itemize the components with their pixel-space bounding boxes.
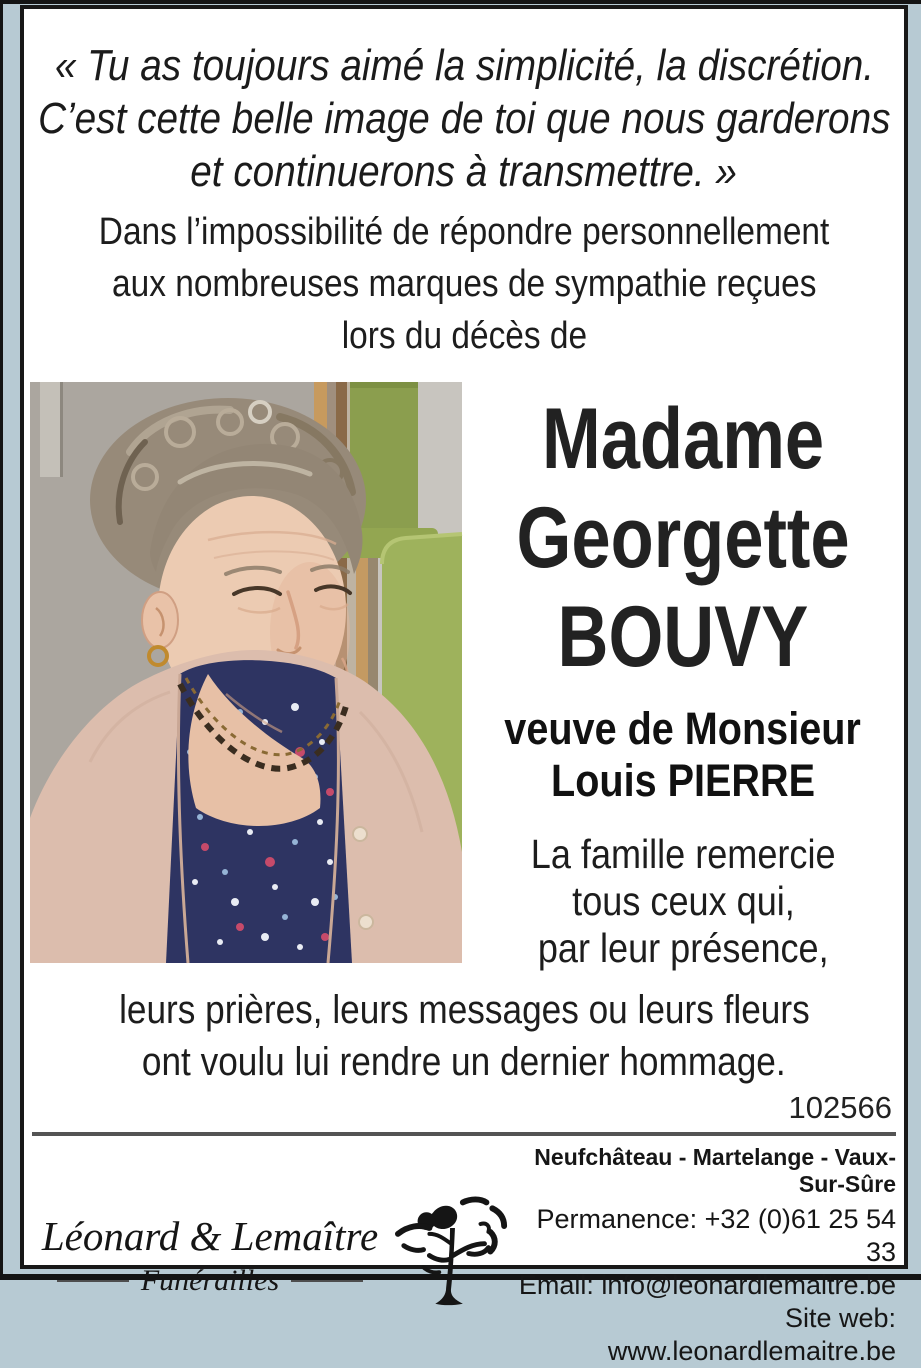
- footer: [24, 1144, 904, 1368]
- main-row: [24, 382, 904, 972]
- deceased-last-name: [462, 588, 904, 687]
- deceased-first-name: [462, 489, 904, 588]
- thanks-line: [462, 878, 904, 925]
- thanks-line-text: La famille remercie: [530, 831, 836, 877]
- contact-block: [512, 1144, 900, 1368]
- deceased-title-text: Madame: [541, 391, 825, 487]
- intro-line-text: Dans l’impossibilité de répondre personnellement: [98, 211, 830, 253]
- quote-line-text: C’est cette belle image de toi que nous garderons: [37, 94, 891, 143]
- intro-block: [24, 206, 904, 362]
- intro-line: [24, 206, 904, 258]
- quote-line: [24, 92, 904, 145]
- thanks-line: [462, 925, 904, 972]
- intro-line-text: lors du décès de: [341, 315, 587, 357]
- memorial-card: [20, 5, 908, 1366]
- relation-line: [462, 755, 904, 807]
- regions-line: Neufchâteau - Martelange - Vaux-Sur-Sûre: [534, 1144, 896, 1197]
- email-line: Email: info@leonardlemaitre.be: [518, 1270, 896, 1300]
- tree-logo-icon: [394, 1194, 512, 1318]
- reference-number: 102566: [788, 1090, 892, 1125]
- brand-subtitle-row: [34, 1262, 386, 1300]
- phone-line: Permanence: +32 (0)61 25 54 33: [536, 1204, 896, 1267]
- quote-line-text: et continuerons à transmettre. »: [190, 147, 738, 196]
- relation-line: [462, 703, 904, 755]
- thanks-full-line-text: ont voulu lui rendre un dernier hommage.: [142, 1040, 786, 1084]
- name-column: [462, 382, 904, 972]
- relation-line-text: veuve de Monsieur: [504, 703, 862, 754]
- intro-line: [24, 310, 904, 362]
- footer-divider: [32, 1132, 896, 1136]
- brand-subtitle: Funérailles: [140, 1264, 280, 1297]
- deceased-last-name-text: BOUVY: [557, 589, 809, 685]
- brand-dash-left: [57, 1280, 129, 1282]
- intro-line: [24, 258, 904, 310]
- quote-line: [24, 145, 904, 198]
- deceased-title: [462, 390, 904, 489]
- thanks-full-line: [24, 1036, 904, 1088]
- funeral-home-brand: [34, 1212, 386, 1300]
- portrait-photo-illustration: [30, 382, 462, 963]
- portrait-photo: [30, 382, 462, 963]
- thanks-line-text: tous ceux qui,: [571, 878, 795, 924]
- deceased-name-block: [462, 390, 904, 687]
- deceased-first-name-text: Georgette: [516, 490, 850, 586]
- quote-line: [24, 39, 904, 92]
- brand-dash-right: [291, 1280, 363, 1282]
- quote-block: [24, 39, 904, 198]
- thanks-full-line: [24, 984, 904, 1036]
- thanks-full-line-text: leurs prières, leurs messages ou leurs fleurs: [118, 988, 810, 1032]
- thanks-block-right: [462, 831, 904, 972]
- thanks-block-full: [24, 984, 904, 1088]
- site-line: Site web: www.leonardlemaitre.be: [607, 1303, 896, 1366]
- brand-name: Léonard & Lemaître: [41, 1213, 379, 1259]
- intro-line-text: aux nombreuses marques de sympathie reçues: [111, 263, 817, 305]
- thanks-line-text: par leur présence,: [537, 925, 829, 971]
- thanks-line: [462, 831, 904, 878]
- relation-line-text: Louis PIERRE: [550, 755, 816, 806]
- relation-block: [462, 703, 904, 807]
- quote-line-text: « Tu as toujours aimé la simplicité, la discrétion.: [54, 41, 874, 90]
